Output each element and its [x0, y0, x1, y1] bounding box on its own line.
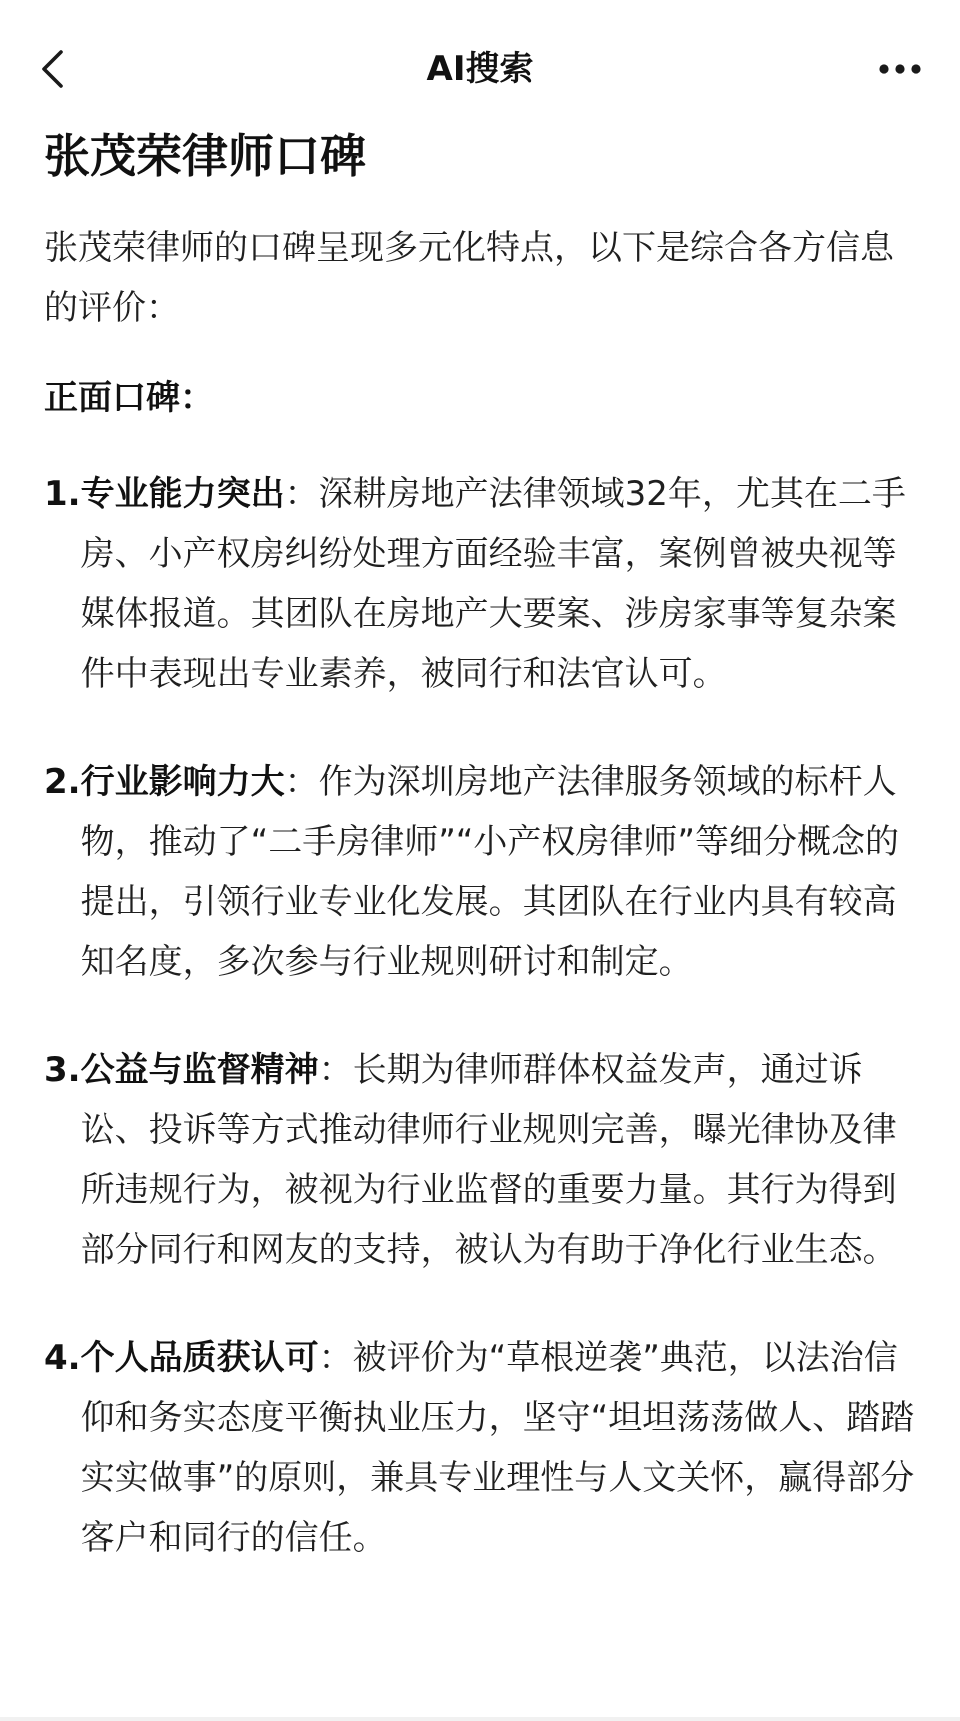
item-heading: 专业能力突出	[80, 474, 285, 514]
item-number: 1.	[44, 474, 81, 514]
item-body	[81, 752, 924, 992]
item-body	[81, 1040, 924, 1280]
page-title: 张茂荣律师口碑	[44, 129, 366, 183]
item-separator: ：	[318, 1338, 353, 1378]
review-list	[44, 464, 924, 1568]
list-item	[44, 1328, 924, 1568]
item-heading: 行业影响力大	[80, 762, 285, 802]
item-body	[81, 1328, 924, 1568]
item-body	[81, 464, 924, 704]
item-text: 作为深圳房地产法律服务领域的标杆人物，推动了“二手房律师”“小产权房律师”等细分概念的提出，引领行业专业化发展。其团队在行业内具有较高知名度，多次参与行业规则研讨和制定。	[80, 762, 900, 982]
list-item	[44, 752, 924, 992]
item-separator: ：	[318, 1050, 353, 1090]
item-number: 4.	[44, 1338, 81, 1378]
list-item	[44, 1040, 924, 1280]
item-number: 3.	[44, 1050, 81, 1090]
item-separator: ：	[284, 474, 319, 514]
item-text: 长期为律师群体权益发声，通过诉讼、投诉等方式推动律师行业规则完善，曝光律协及律所违规行为，被视为行业监督的重要力量。其行为得到部分同行和网友的支持，被认为有助于净化行业生态。	[80, 1050, 897, 1270]
bottom-divider	[0, 1717, 960, 1721]
more-button[interactable]	[868, 44, 932, 94]
nav-title: AI搜索	[426, 49, 534, 89]
item-heading: 公益与监督精神	[80, 1050, 319, 1090]
item-number: 2.	[44, 762, 81, 802]
item-heading: 个人品质获认可	[80, 1338, 319, 1378]
article-content	[44, 114, 924, 1616]
section-heading: 正面口碑：	[44, 378, 214, 418]
item-separator: ：	[284, 762, 319, 802]
item-text: 被评价为“草根逆袭”典范，以法治信仰和务实态度平衡执业压力，坚守“坦坦荡荡做人、踏踏实实做事”的原则，兼具专业理性与人文关怀，赢得部分客户和同行的信任。	[80, 1338, 915, 1558]
item-text: 深耕房地产法律领域32年，尤其在二手房、小产权房纠纷处理方面经验丰富，案例曾被央视等媒体报道。其团队在房地产大要案、涉房家事等复杂案件中表现出专业素养，被同行和法官认可。	[80, 474, 906, 694]
list-item	[44, 464, 924, 704]
intro-text: 张茂荣律师的口碑呈现多元化特点，以下是综合各方信息的评价：	[44, 228, 894, 328]
more-horizontal-icon	[878, 63, 922, 75]
